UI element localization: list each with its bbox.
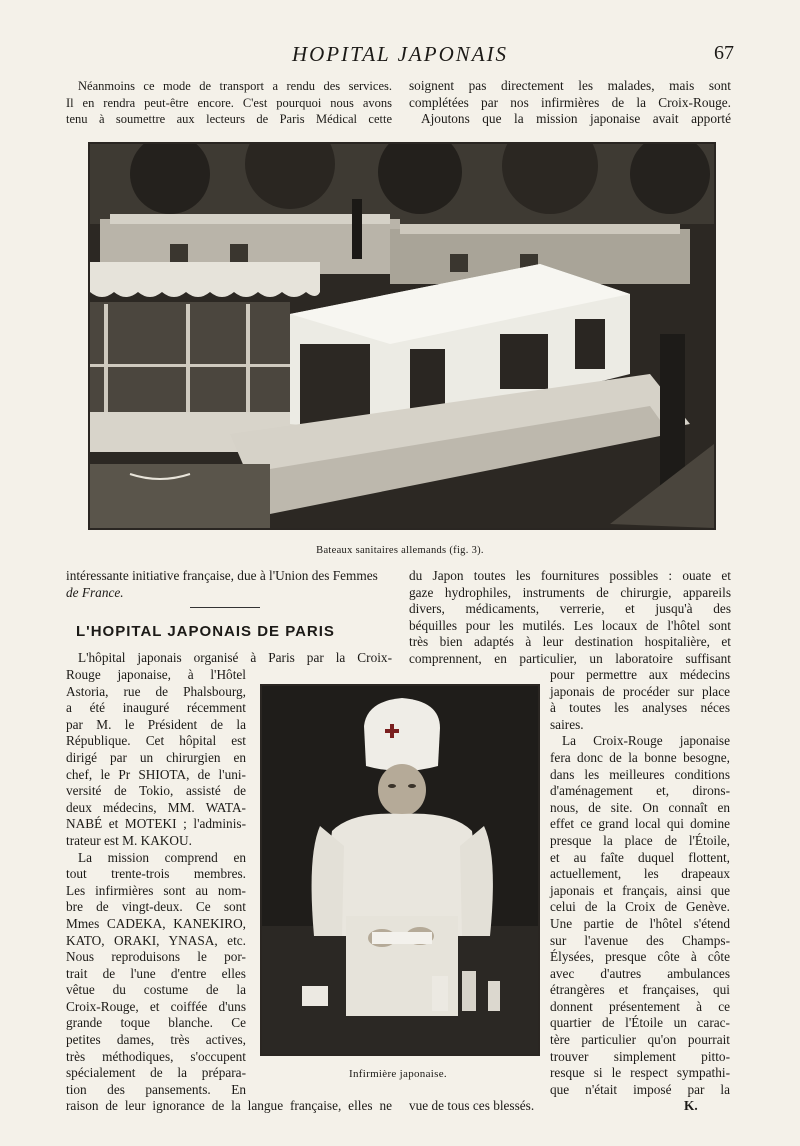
nurse-photo <box>260 684 540 1056</box>
text-line: du Japon toutes les fournitures possibles : ouate et <box>409 568 731 583</box>
text-line: presque la place de l'Étoile, <box>550 832 730 848</box>
text-line: tout trente-trois membres. <box>66 866 246 882</box>
text-line: tenu à soumettre aux lecteurs de Paris Médical cette <box>66 112 392 127</box>
text-line: sur l'avenue des Champs- <box>550 932 730 948</box>
right-column-text <box>409 568 731 668</box>
author-signature: K. <box>684 1098 698 1113</box>
running-header-title: HOPITAL JAPONAIS <box>291 42 509 66</box>
text-line: fera donc de la bonne besogne, <box>550 749 730 765</box>
boats-illustration <box>90 144 714 528</box>
left-narrow-text <box>66 667 246 1098</box>
text-line: celui de la Croix de Genève. <box>550 899 730 915</box>
text-line: vue de tous ces blessés. <box>409 1098 535 1113</box>
text-line: vêtue du costume de la <box>66 982 246 998</box>
text-line: grande toque blanche. Ce <box>66 1015 246 1031</box>
text-line: Il en rendra peut-être encore. C'est pourquoi nous avons <box>66 95 392 110</box>
text-line: resque si le respect sympathi- <box>550 1065 730 1081</box>
figure-caption-nurse: Infirmière japonaise. <box>349 1068 447 1080</box>
text-line: dans les meilleures conditions <box>550 766 730 782</box>
text-line: Une partie de l'hôtel s'étend <box>550 915 730 931</box>
text-line: a été inauguré récemment <box>66 700 246 716</box>
text-line: raison de leur ignorance de la langue française, elles ne <box>66 1098 392 1113</box>
text-line: Néanmoins ce mode de transport a rendu des services. <box>78 79 392 93</box>
text-line: pour permettre aux médecins <box>550 667 730 682</box>
text-line: soignent pas directement les malades, mais sont <box>409 78 731 93</box>
text-line: trouver simplement pitto- <box>550 1048 730 1064</box>
right-narrow-text <box>550 667 730 1098</box>
text-line: avec d'autres ambulances <box>550 965 730 981</box>
text-line: que n'était imposé par la <box>550 1081 730 1097</box>
text-line: gaze hydrophiles, instruments de chirurgie, appareils <box>409 584 731 600</box>
top-left-text <box>66 78 392 128</box>
text-line: versité de Tokio, assisté de <box>66 783 246 799</box>
top-right-text <box>409 78 731 128</box>
text-line: La Croix-Rouge japonaise <box>562 733 730 749</box>
text-line: Rouge japonaise, à l'Hôtel <box>66 667 246 682</box>
left-column-text <box>66 650 392 667</box>
text-line: effet ce grand local qui domine <box>550 816 730 832</box>
text-line: béquilles pour les mutilés. Les locaux de l'hôtel sont <box>409 617 731 633</box>
text-line: Nous reproduisons le por- <box>66 949 246 965</box>
text-line: divers, médicaments, verrerie, et jusqu'à des <box>409 601 731 617</box>
text-line: intéressante initiative française, due à l'Union des Femmes <box>66 568 378 583</box>
text-line: dirigé par un chirurgien en <box>66 749 246 765</box>
text-line: japonais et français, ainsi que <box>550 882 730 898</box>
text-line: spécialement de la prépara- <box>66 1065 246 1081</box>
text-line: Mmes CADEKA, KANEKIRO, <box>66 915 246 931</box>
text-line: Croix-Rouge, et coiffée d'uns <box>66 998 246 1014</box>
text-line: étrangères et françaises, qui <box>550 982 730 998</box>
nurse-illustration <box>262 686 538 1054</box>
mid-left-text <box>66 568 392 601</box>
text-line: de France. <box>66 584 124 600</box>
text-line: japonais de procéder sur place <box>550 683 730 699</box>
text-line: Astoria, rue de Phalsbourg, <box>66 683 246 699</box>
text-line: KATO, ORAKI, YNASA, etc. <box>66 932 246 948</box>
figure-caption-boats: Bateaux sanitaires allemands (fig. 3). <box>316 545 484 556</box>
text-line: Les infirmières sont au nom- <box>66 882 246 898</box>
page-number: 67 <box>714 42 734 64</box>
text-line: à toutes les analyses néces <box>550 700 730 716</box>
text-line: bre de vingt-deux. Ce sont <box>66 899 246 915</box>
text-line: Ajoutons que la mission japonaise avait apporté <box>421 111 731 127</box>
text-line: d'aménagement et, dirons- <box>550 783 730 799</box>
text-line: tion des pansements. En <box>66 1081 246 1097</box>
text-line: trateur est M. KAKOU. <box>66 832 192 848</box>
text-line: tère particulier qu'on pourrait <box>550 1032 730 1048</box>
text-line: comprennent, en particulier, un laboratoire suffisant <box>409 650 731 666</box>
text-line: quartier de l'Étoile un carac- <box>550 1015 730 1031</box>
boats-photo <box>88 142 716 530</box>
bottom-left-text <box>66 1098 392 1115</box>
section-title: L'HOPITAL JAPONAIS DE PARIS <box>76 623 335 640</box>
text-line: très méthodiques, s'occupent <box>66 1048 246 1064</box>
text-line: L'hôpital japonais organisé à Paris par la Croix- <box>78 650 392 665</box>
text-line: NABÉ et MOTEKI ; l'adminis- <box>66 816 246 832</box>
text-line: Élysées, presque côte à côte <box>550 949 730 965</box>
text-line: et au faîte duquel flottent, <box>550 849 730 865</box>
text-line: deux médecins, MM. WATA- <box>66 799 246 815</box>
section-divider <box>190 607 260 608</box>
text-line: nous, de site. On connaît en <box>550 799 730 815</box>
bottom-right-text <box>409 1098 609 1115</box>
text-line: actuellement, les drapeaux <box>550 866 730 882</box>
text-line: La mission comprend en <box>78 849 246 865</box>
text-line: donnent présentement à ce <box>550 998 730 1014</box>
text-line: très bien adaptés à leur destination hospitalière, et <box>409 634 731 650</box>
text-line: par M. le Président de la <box>66 716 246 732</box>
text-line: saires. <box>550 716 584 732</box>
text-line: complétées par nos infirmières de la Croix-Rouge. <box>409 94 731 110</box>
text-line: chef, le Pr SHIOTA, de l'uni- <box>66 766 246 782</box>
text-line: petites dames, très actives, <box>66 1032 246 1048</box>
text-line: République. Cet hôpital est <box>66 733 246 749</box>
text-line: trait de l'une d'entre elles <box>66 965 246 981</box>
